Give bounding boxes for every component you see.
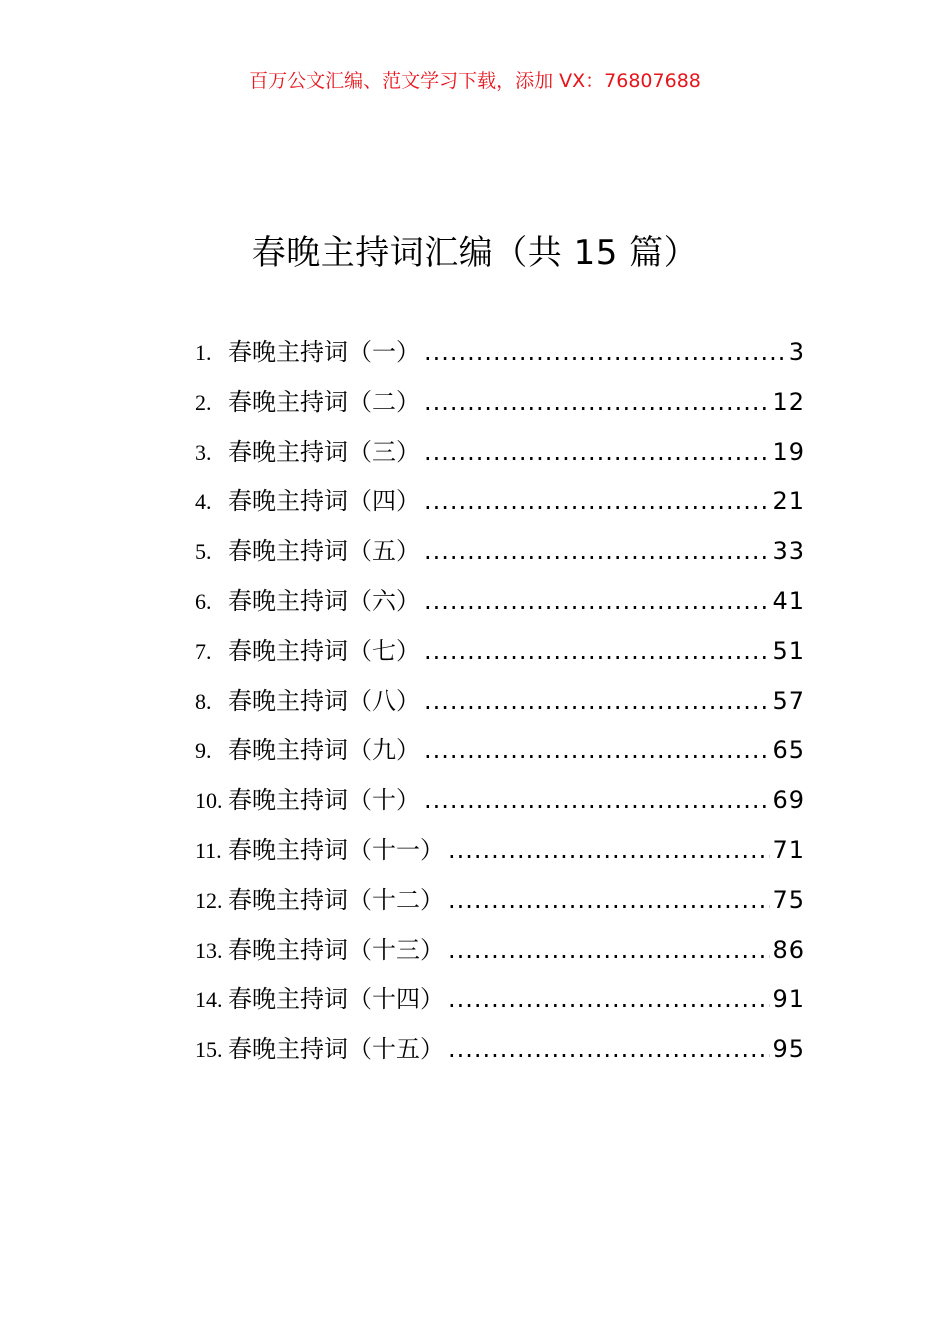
toc-dot-leader	[420, 579, 770, 623]
toc-entry-title: 春晚主持词（十四）	[228, 985, 444, 1014]
toc-entry-title: 春晚主持词（六）	[228, 586, 420, 615]
toc-dot-leader	[420, 380, 770, 424]
toc-entry[interactable]	[195, 679, 805, 729]
toc-entry-page: 57	[772, 686, 805, 715]
toc-entry-page: 19	[772, 437, 805, 466]
toc-entry-page: 33	[772, 537, 805, 566]
toc-entry-title: 春晚主持词（二）	[228, 387, 420, 416]
toc-entry-number: 8.	[195, 688, 212, 714]
toc-dot-leader	[420, 479, 770, 523]
toc-dot-leader	[444, 1027, 770, 1071]
toc-entry-number: 12.	[195, 887, 223, 913]
toc-entry-page: 91	[772, 985, 805, 1014]
document-title: 春晚主持词汇编（共 15 篇）	[251, 233, 699, 273]
toc-entry-page: 95	[772, 1035, 805, 1064]
toc-entry-title: 春晚主持词（九）	[228, 736, 420, 765]
toc-entry-number: 6.	[195, 588, 212, 614]
toc-dot-leader	[420, 529, 770, 573]
toc-entry-page: 3	[788, 338, 805, 366]
toc-entry[interactable]	[195, 778, 805, 828]
toc-dot-leader	[444, 878, 770, 922]
table-of-contents	[195, 330, 805, 1077]
toc-entry-number: 7.	[195, 638, 212, 664]
toc-entry-title: 春晚主持词（十五）	[228, 1035, 444, 1064]
toc-entry-page: 51	[772, 636, 805, 665]
toc-dot-leader	[420, 778, 770, 822]
toc-entry[interactable]	[195, 878, 805, 928]
toc-entry-page: 65	[772, 736, 805, 765]
toc-entry-page: 86	[772, 935, 805, 964]
toc-dot-leader	[420, 330, 787, 374]
toc-entry[interactable]	[195, 728, 805, 778]
toc-dot-leader	[420, 679, 770, 723]
toc-entry-title: 春晚主持词（十）	[228, 786, 420, 815]
toc-entry-title: 春晚主持词（七）	[228, 636, 420, 665]
toc-entry-number: 2.	[195, 389, 212, 415]
toc-entry[interactable]	[195, 380, 805, 430]
toc-entry-number: 1.	[195, 340, 212, 365]
toc-entry-number: 10.	[195, 788, 223, 814]
toc-entry-page: 21	[772, 487, 805, 516]
toc-entry-number: 3.	[195, 439, 212, 465]
toc-entry[interactable]	[195, 330, 805, 380]
toc-dot-leader	[444, 928, 770, 972]
toc-entry-title: 春晚主持词（十二）	[228, 885, 444, 914]
toc-dot-leader	[420, 430, 770, 474]
toc-entry[interactable]	[195, 479, 805, 529]
toc-entry-title: 春晚主持词（八）	[228, 686, 420, 715]
toc-entry-title: 春晚主持词（四）	[228, 487, 420, 516]
toc-entry-number: 11.	[195, 837, 222, 863]
toc-entry[interactable]	[195, 928, 805, 978]
toc-entry[interactable]	[195, 1027, 805, 1077]
toc-entry-page: 75	[772, 885, 805, 914]
toc-entry-number: 5.	[195, 539, 212, 565]
toc-entry-title: 春晚主持词（五）	[228, 537, 420, 566]
toc-entry[interactable]	[195, 629, 805, 679]
toc-entry-number: 15.	[195, 1037, 223, 1063]
toc-entry-title: 春晚主持词（一）	[228, 338, 420, 366]
toc-dot-leader	[420, 629, 770, 673]
toc-entry-page: 69	[772, 786, 805, 815]
toc-entry[interactable]	[195, 529, 805, 579]
toc-entry-page: 12	[772, 387, 805, 416]
toc-entry-title: 春晚主持词（十一）	[228, 835, 444, 864]
toc-entry-number: 14.	[195, 987, 223, 1013]
toc-entry-number: 13.	[195, 937, 223, 963]
header-note: 百万公文汇编、范文学习下载，添加 VX：76807688	[249, 70, 701, 92]
toc-entry[interactable]	[195, 430, 805, 480]
toc-entry-number: 4.	[195, 489, 212, 515]
toc-dot-leader	[444, 828, 770, 872]
toc-entry-number: 9.	[195, 738, 212, 764]
toc-entry[interactable]	[195, 977, 805, 1027]
toc-entry-title: 春晚主持词（三）	[228, 437, 420, 466]
toc-entry[interactable]	[195, 579, 805, 629]
toc-dot-leader	[444, 977, 770, 1021]
toc-entry[interactable]	[195, 828, 805, 878]
toc-entry-page: 41	[772, 586, 805, 615]
toc-entry-page: 71	[772, 835, 805, 864]
toc-dot-leader	[420, 728, 770, 772]
toc-entry-title: 春晚主持词（十三）	[228, 935, 444, 964]
